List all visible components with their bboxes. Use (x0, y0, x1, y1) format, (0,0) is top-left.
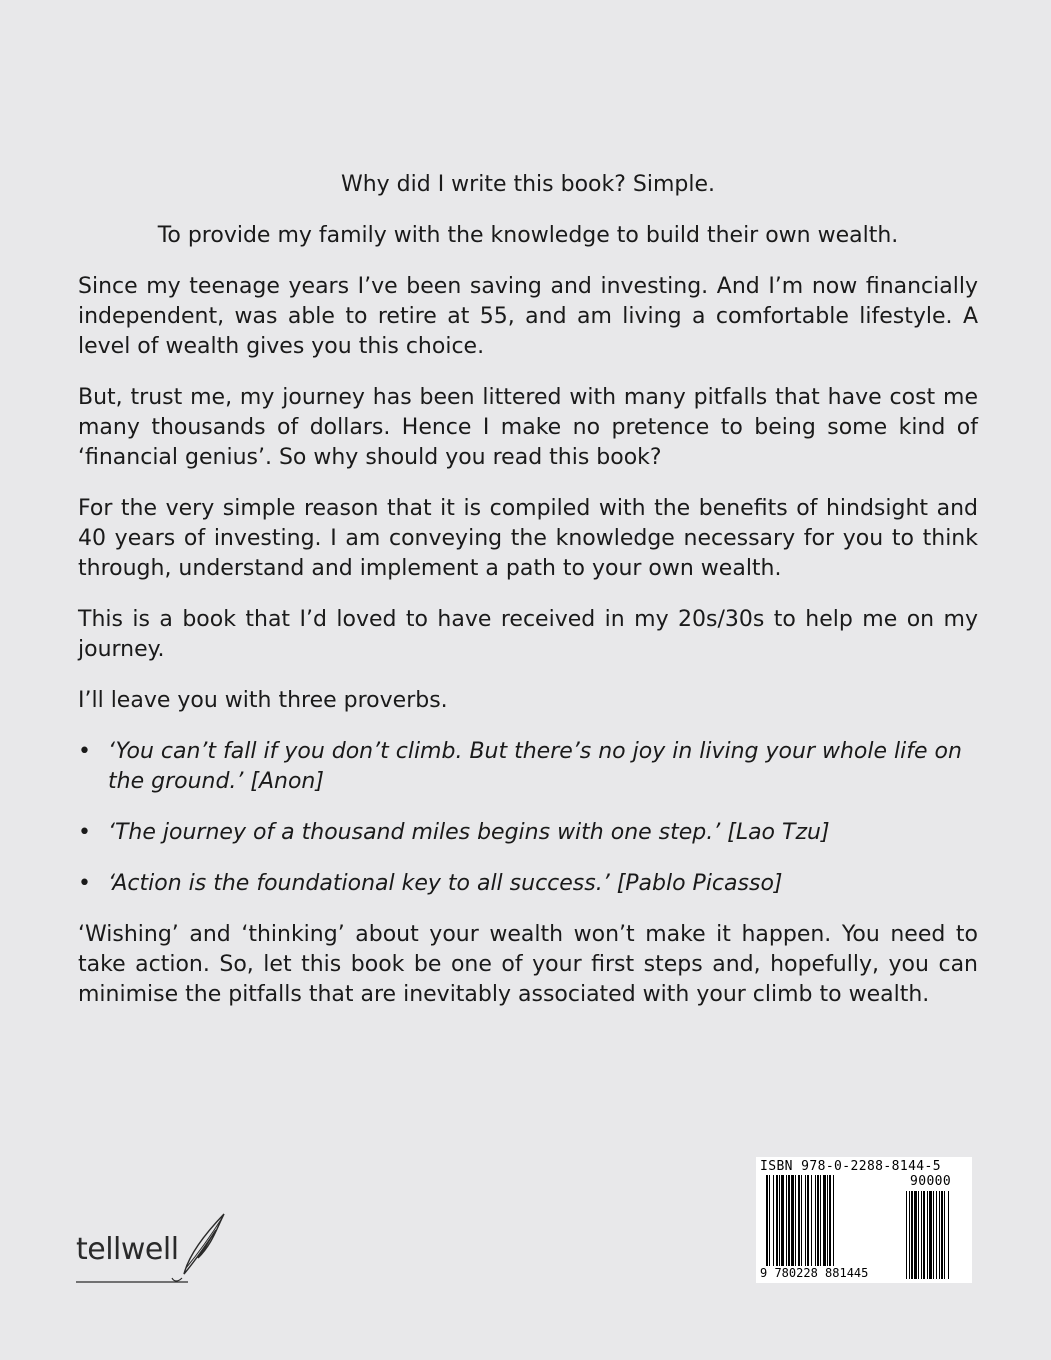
barcode-bar (781, 1175, 784, 1267)
barcode-bar (801, 1175, 802, 1267)
barcode-bar (911, 1191, 913, 1279)
barcode-bar (820, 1175, 821, 1267)
barcode-bar (788, 1175, 790, 1267)
barcode-bar (833, 1175, 834, 1267)
back-cover-text (78, 170, 978, 1031)
barcode-bar (827, 1175, 828, 1267)
barcode-bar (829, 1175, 831, 1267)
paragraph-5: I’ll leave you with three proverbs. (78, 688, 448, 713)
barcode-bar (795, 1175, 796, 1267)
barcode-bar (779, 1175, 780, 1267)
barcode-bar (944, 1191, 945, 1279)
barcode-bar (906, 1191, 907, 1279)
bullet-icon: • (78, 739, 91, 764)
barcode-bar (798, 1175, 800, 1267)
isbn-label: ISBN 978-0-2288-8144-5 (760, 1159, 941, 1174)
paragraph-3: For the very simple reason that it is compiled with the benefits of hindsight and 40 years of investing. I am conveying the knowledge necessary for you to think through, understand and implement a path to your own wealth. (78, 496, 978, 581)
barcode-bar (773, 1175, 774, 1267)
barcode-bar (805, 1175, 806, 1267)
paragraph-4: This is a book that I’d loved to have received in my 20s/30s to help me on my journey. (78, 607, 978, 662)
ean-digits: 9 780228 881445 (760, 1266, 869, 1280)
paragraph-1: Since my teenage years I’ve been saving and investing. And I’m now financially independent, was able to retire at 55, and am living a comfortable lifestyle. A level of wealth gives you this choice. (78, 274, 978, 359)
barcode-bar (939, 1191, 940, 1279)
bullet-icon: • (78, 871, 91, 896)
barcode-bar (914, 1191, 917, 1279)
closing-paragraph: ‘Wishing’ and ‘thinking’ about your wealth won’t make it happen. You need to take action. So, let this book be one of your first steps and, hopefully, you can minimise the pitfalls that are inevitably associated with your climb to wealth. (78, 922, 978, 1007)
barcode-bar (766, 1175, 768, 1267)
barcode-bar (936, 1191, 937, 1279)
barcode-bar (927, 1191, 928, 1279)
barcode-bar (933, 1191, 934, 1279)
price-code: 90000 (910, 1174, 952, 1189)
barcode-bar (817, 1175, 819, 1267)
isbn-barcode (756, 1157, 972, 1283)
barcode-bar (923, 1191, 925, 1279)
barcode-bar (791, 1175, 794, 1267)
proverb-text: ‘You can’t fall if you don’t climb. But there’s no joy in living your whole life on the ground.’ [Anon] (108, 739, 962, 794)
barcode-bar (921, 1191, 922, 1279)
quill-icon (76, 1208, 246, 1288)
barcode-bar (823, 1175, 826, 1267)
barcode-bar (811, 1175, 812, 1267)
list-item (78, 869, 978, 899)
barcode-bar (815, 1175, 816, 1267)
publisher-logo (76, 1208, 246, 1288)
barcode-bar (948, 1191, 949, 1279)
proverb-text: ‘The journey of a thousand miles begins with one step.’ [Lao Tzu] (108, 820, 830, 845)
publisher-name: tellwell (76, 1232, 179, 1267)
barcode-bar (776, 1175, 778, 1267)
barcode-bar (786, 1175, 787, 1267)
proverb-list (78, 737, 978, 899)
intro-answer: To provide my family with the knowledge to build their own wealth. (157, 223, 899, 248)
barcode-bar (941, 1191, 943, 1279)
barcode-bar (909, 1191, 910, 1279)
bullet-icon: • (78, 820, 91, 845)
barcode-bar (807, 1175, 809, 1267)
barcode-bar (918, 1191, 919, 1279)
intro-question: Why did I write this book? Simple. (340, 172, 716, 197)
list-item (78, 818, 978, 848)
barcode-bar (769, 1175, 770, 1267)
list-item (78, 737, 978, 797)
paragraph-2: But, trust me, my journey has been littered with many pitfalls that have cost me many thousands of dollars. Hence I make no pretence to being some kind of ‘financial genius’. So why should you read this book? (78, 385, 978, 470)
barcode-bar (929, 1191, 932, 1279)
proverb-text: ‘Action is the foundational key to all success.’ [Pablo Picasso] (108, 871, 783, 896)
